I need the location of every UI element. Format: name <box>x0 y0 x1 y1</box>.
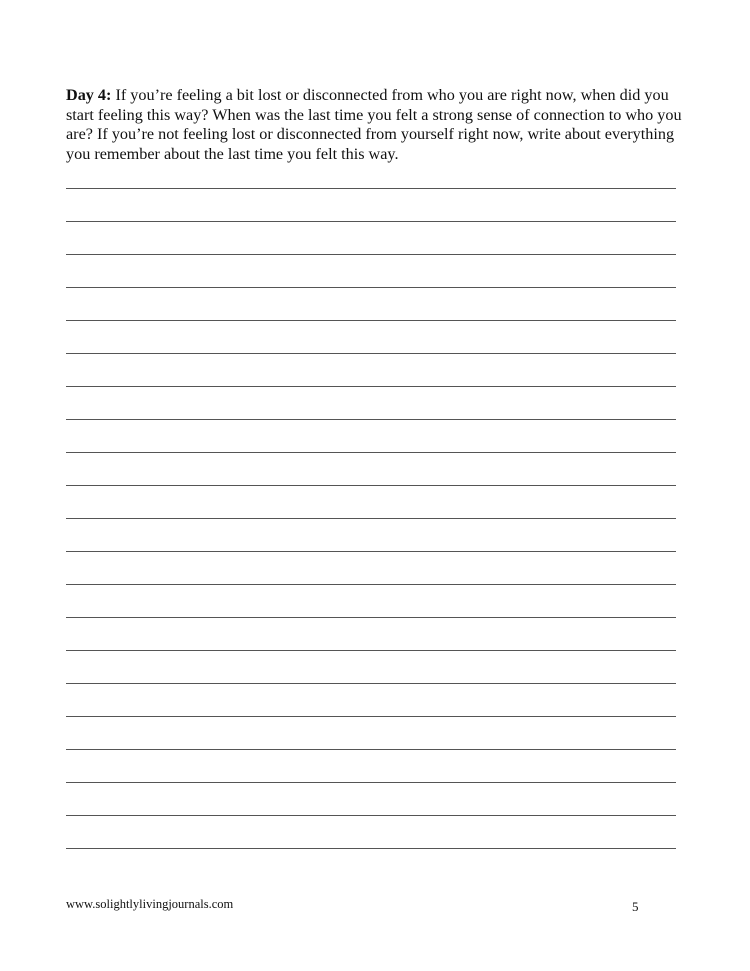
writing-line <box>66 419 676 452</box>
writing-line <box>66 254 676 287</box>
writing-lines <box>66 188 676 881</box>
writing-line <box>66 386 676 419</box>
writing-line <box>66 650 676 683</box>
writing-line <box>66 617 676 650</box>
writing-line <box>66 320 676 353</box>
writing-line <box>66 584 676 617</box>
writing-line <box>66 518 676 551</box>
page-number: 5 <box>632 899 639 914</box>
writing-line <box>66 353 676 386</box>
writing-line <box>66 848 676 881</box>
prompt-line: Day 4: If you’re feeling a bit lost or disconnected from who you are right now, when did you <box>66 86 669 104</box>
writing-line <box>66 716 676 749</box>
writing-line <box>66 287 676 320</box>
prompt-line: are? If you’re not feeling lost or disconnected from yourself right now, write about everything <box>66 125 675 144</box>
writing-line <box>66 782 676 815</box>
writing-line <box>66 551 676 584</box>
writing-line <box>66 683 676 716</box>
writing-line <box>66 749 676 782</box>
writing-line <box>66 452 676 485</box>
journal-prompt <box>66 86 682 164</box>
footer-website: www.solightlylivingjournals.com <box>66 897 234 911</box>
writing-line <box>66 221 676 254</box>
writing-line <box>66 815 676 848</box>
prompt-line: start feeling this way? When was the last time you felt a strong sense of connection to who you <box>66 105 682 124</box>
writing-line <box>66 188 676 221</box>
prompt-line: you remember about the last time you felt this way. <box>66 144 399 163</box>
writing-line <box>66 485 676 518</box>
day-label: Day 4: <box>66 86 112 104</box>
